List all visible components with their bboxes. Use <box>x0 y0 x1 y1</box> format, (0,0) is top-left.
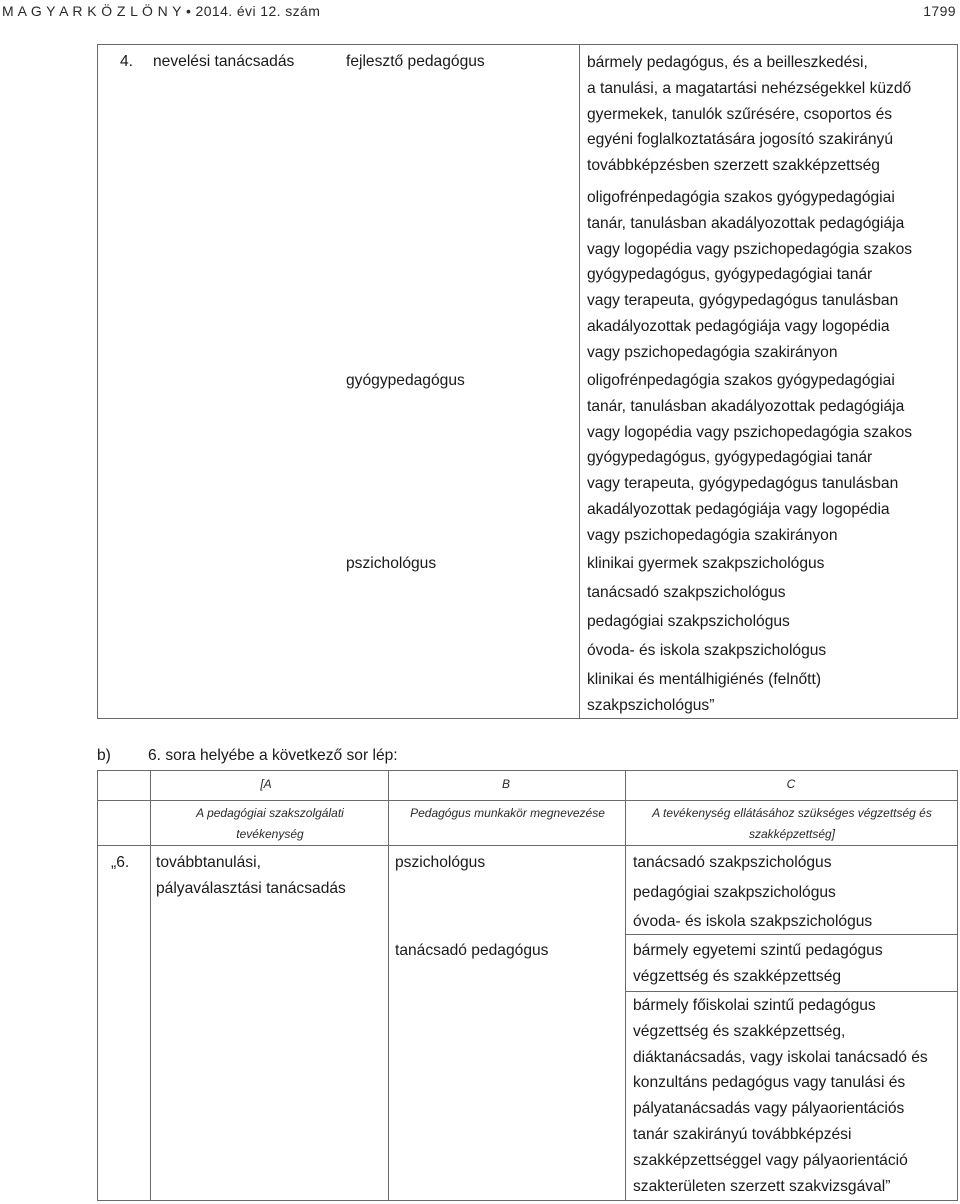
cell-divider <box>625 991 957 992</box>
header-line: tevékenység <box>236 827 304 841</box>
activity-line: továbbtanulási, <box>156 854 261 871</box>
qualification-line: konzultáns pedagógus vagy tanulási és <box>633 1074 906 1092</box>
column-divider <box>625 771 626 1200</box>
job-title-fejleszto: fejlesztő pedagógus <box>346 53 485 70</box>
qualification-line: óvoda- és iskola szakpszichológus <box>633 913 873 930</box>
qualification-block <box>633 938 883 990</box>
section-label: b) <box>97 747 111 764</box>
column-header-a <box>152 803 388 845</box>
qualification-line: pedagógiai szakpszichológus <box>587 613 790 630</box>
qualification-line: diáktanácsadás, vagy iskolai tanácsadó és <box>633 1048 928 1066</box>
qualification-line: akadályozottak pedagógiája vagy logopédia <box>587 317 890 335</box>
qualification-line: gyógypedagógus, gyógypedagógiai tanár <box>587 449 873 467</box>
qualification-line: klinikai gyermek szakpszichológus <box>587 555 825 572</box>
journal-title: M A G Y A R K Ö Z L Ö N Y <box>2 3 182 19</box>
header-journal-issue <box>2 3 320 19</box>
qualification-line: vagy logopédia vagy pszichopedagógia szakos <box>587 240 913 258</box>
qualification-line: gyermekek, tanulók szűrésére, csoportos és <box>587 105 893 123</box>
qualification-line: klinikai és mentálhigiénés (felnőtt) <box>587 671 822 688</box>
qualification-line: szakképzettséggel vagy pályaorientáció <box>633 1151 908 1169</box>
qualification-line: egyéni foglalkoztatására jogosító szakirányú <box>587 131 893 149</box>
activity-name <box>156 850 346 902</box>
activity-line: pályaválasztási tanácsadás <box>156 880 346 897</box>
job-title-pszichologus: pszichológus <box>346 555 437 572</box>
table-row-4 <box>97 44 958 719</box>
qualification-line: vagy pszichopedagógia szakirányon <box>587 526 838 544</box>
row-number: 4. <box>120 53 134 70</box>
qualification-line: gyógypedagógus, gyógypedagógiai tanár <box>587 266 873 284</box>
qualification-block <box>587 50 911 179</box>
qualification-block <box>587 185 912 366</box>
job-title-tanacsado-pedagogus: tanácsadó pedagógus <box>395 942 549 959</box>
header-line: szakképzettség] <box>748 827 836 841</box>
qualification-line: vagy terapeuta, gyógypedagógus tanulásban <box>587 475 899 493</box>
column-divider <box>150 771 151 1200</box>
qualification-line: tanácsadó szakpszichológus <box>587 584 786 601</box>
qualification-line: vagy logopédia vagy pszichopedagógia szakos <box>587 423 913 441</box>
issue-label: 2014. évi 12. szám <box>195 3 321 19</box>
qualification-block <box>587 368 912 549</box>
header-line: A pedagógiai szakszolgálati <box>196 806 344 820</box>
header-separator: • <box>185 3 192 19</box>
column-header-c <box>627 803 957 845</box>
header-line: Pedagógus munkakör megnevezése <box>410 806 605 820</box>
activity-name: nevelési tanácsadás <box>153 53 295 70</box>
qualification-line: bármely főiskolai szintű pedagógus <box>633 997 876 1014</box>
qualification-line: tanár, tanulásban akadályozottak pedagógiája <box>587 397 905 415</box>
qualification-block <box>633 993 928 1199</box>
qualification-line: a tanulási, a magatartási nehézségekkel küzdő <box>587 79 912 97</box>
qualification-line: tanár szakirányú továbbképzési <box>633 1125 852 1143</box>
row-number: „6. <box>111 854 130 871</box>
column-letter-b: B <box>501 777 510 791</box>
qualification-line: végzettség és szakképzettség, <box>633 1022 846 1040</box>
qualification-line: pedagógiai szakpszichológus <box>633 884 836 901</box>
qualification-line: tanár, tanulásban akadályozottak pedagógiája <box>587 214 905 232</box>
column-letter-c: C <box>786 777 796 791</box>
job-title-pszichologus: pszichológus <box>395 854 486 871</box>
qualification-line: oligofrénpedagógia szakos gyógypedagógiai <box>587 372 895 389</box>
job-title-gyogypedagogus: gyógypedagógus <box>346 372 465 389</box>
qualification-line: szakpszichológus” <box>587 696 715 714</box>
qualification-line: bármely pedagógus, és a beilleszkedési, <box>587 54 868 71</box>
qualification-line: továbbképzésben szerzett szakképzettség <box>587 157 880 175</box>
qualification-line: oligofrénpedagógia szakos gyógypedagógiai <box>587 189 895 206</box>
qualification-line: vagy pszichopedagógia szakirányon <box>587 343 838 361</box>
header-line: A tevékenység ellátásához szükséges végzettség és <box>652 806 932 820</box>
row-divider <box>98 845 957 846</box>
qualification-line: vagy terapeuta, gyógypedagógus tanulásban <box>587 292 899 310</box>
qualification-line: végzettség és szakképzettség <box>633 967 842 985</box>
column-divider <box>388 771 389 1200</box>
page-number: 1799 <box>923 3 956 19</box>
replacement-table <box>97 770 958 1201</box>
section-text: 6. sora helyébe a következő sor lép: <box>148 747 398 764</box>
column-letter-a: [A <box>260 777 272 791</box>
qualification-line: óvoda- és iskola szakpszichológus <box>587 642 827 659</box>
qualification-line: szakterületen szerzett szakvizsgával” <box>633 1177 891 1195</box>
qualification-block <box>587 667 821 719</box>
qualification-line: akadályozottak pedagógiája vagy logopédia <box>587 500 890 518</box>
qualification-line: bármely egyetemi szintű pedagógus <box>633 942 883 959</box>
qualification-line: pályatanácsadás vagy pályaorientációs <box>633 1100 905 1118</box>
qualification-line: tanácsadó szakpszichológus <box>633 854 832 871</box>
header-divider <box>98 800 957 801</box>
column-header-b <box>390 803 625 824</box>
column-divider <box>579 45 580 718</box>
running-header <box>0 0 960 30</box>
